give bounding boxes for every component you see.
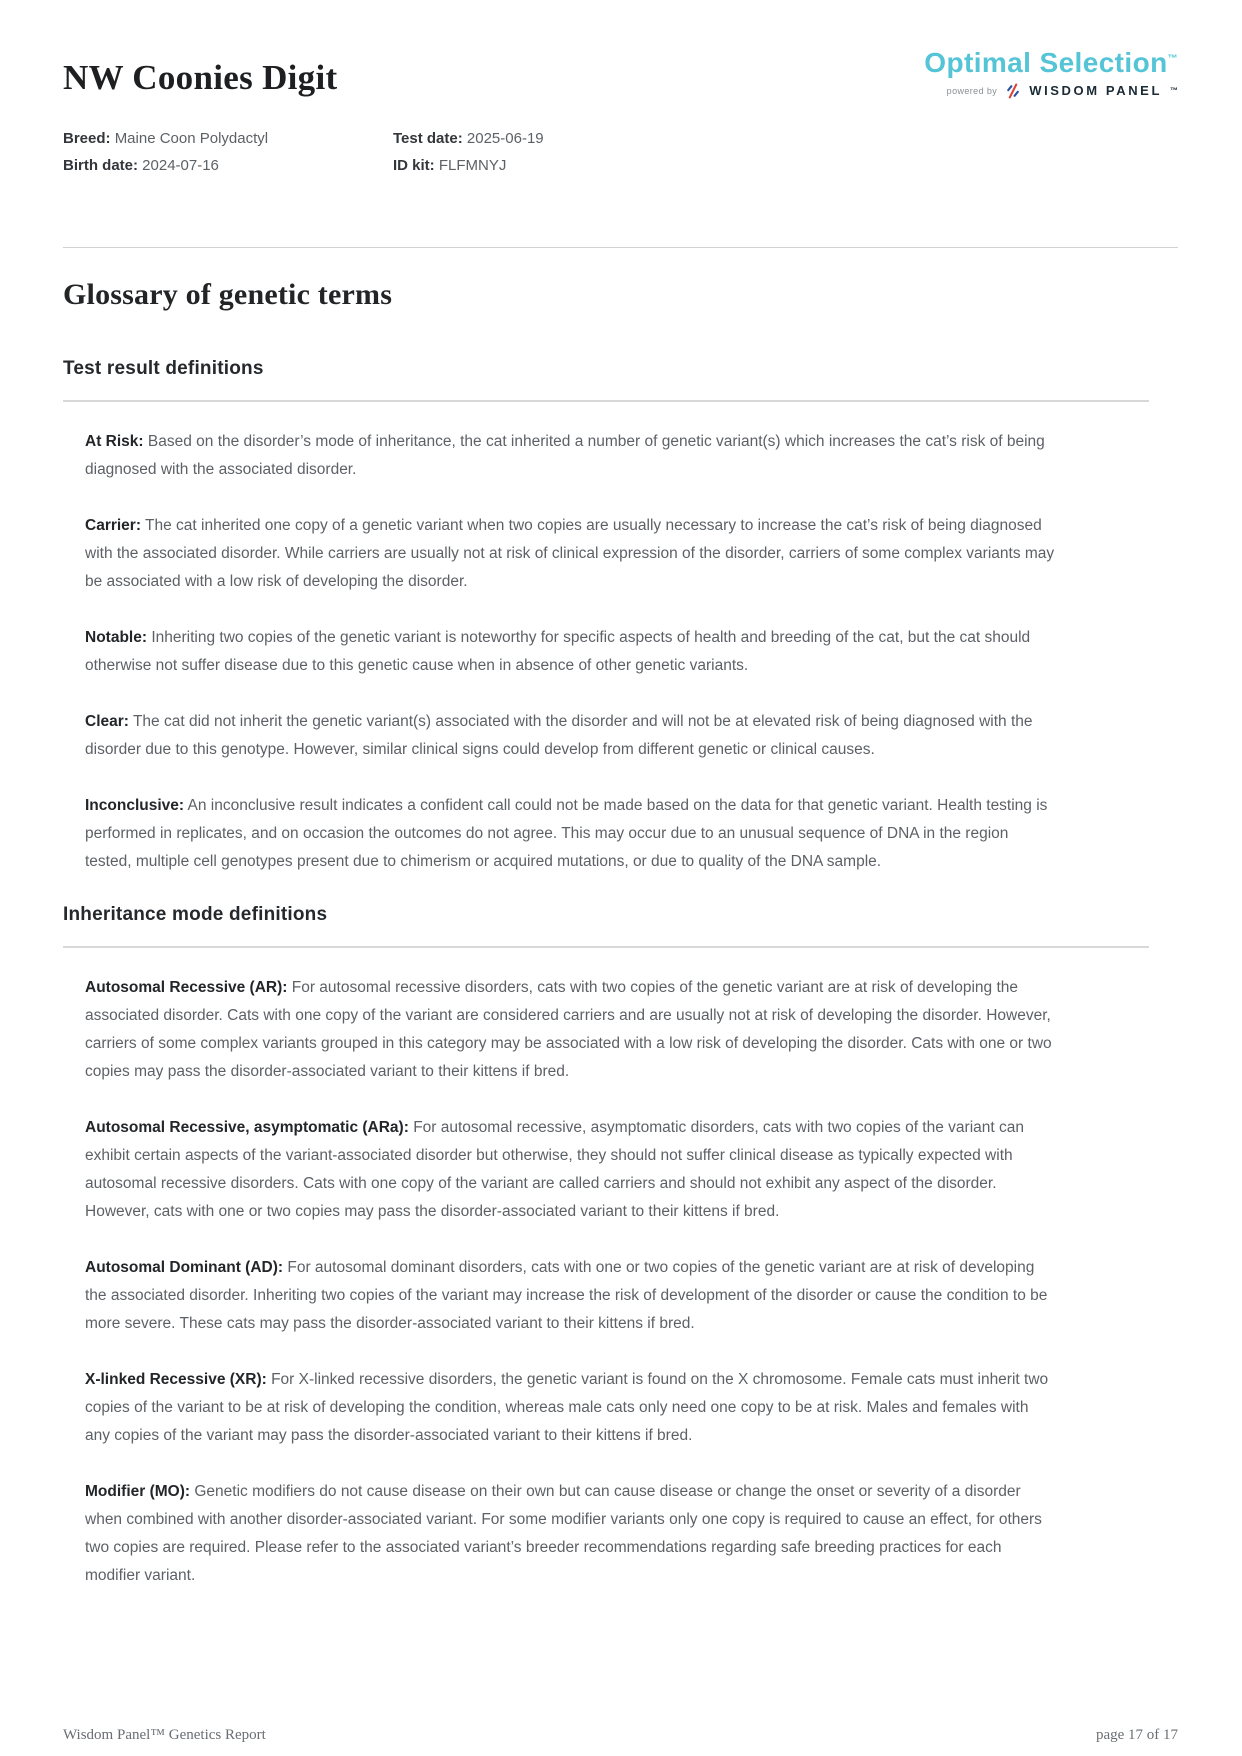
term-x-linked-recessive bbox=[85, 1366, 1056, 1450]
section-heading-inheritance-modes: Inheritance mode definitions bbox=[63, 903, 328, 925]
term-definition: Inheriting two copies of the genetic variant is noteworthy for specific aspects of health and breeding of the cat, but the cat should otherwise not suffer disease due to this genetic cause when in absence of other genetic variants. bbox=[85, 628, 1031, 674]
term-label: Autosomal Dominant (AD): bbox=[85, 1258, 284, 1276]
term-label: Carrier: bbox=[85, 516, 141, 534]
partner-name: WISDOM PANEL bbox=[1029, 83, 1162, 99]
partner-trademark: ™ bbox=[1170, 86, 1178, 96]
term-at-risk bbox=[85, 428, 1056, 484]
section-test-result-definitions bbox=[63, 358, 1178, 876]
page-footer bbox=[63, 1727, 1178, 1744]
pet-name: NW Coonies Digit bbox=[63, 58, 338, 97]
term-definition: For X-linked recessive disorders, the genetic variant is found on the X chromosome. Female cats must inherit two copies of the variant to be at risk of developing the condition, whereas male cats only need one copy to be at risk. Males and females with any copies of the variant may pass the disorder-associated variant to their kittens if bred. bbox=[85, 1370, 1049, 1444]
term-modifier bbox=[85, 1478, 1056, 1590]
id-kit-value: FLFMNYJ bbox=[438, 156, 507, 174]
term-list bbox=[63, 428, 1178, 876]
term-inconclusive bbox=[85, 792, 1056, 876]
powered-by-label: powered by bbox=[946, 85, 998, 96]
term-definition: The cat inherited one copy of a genetic variant when two copies are usually necessary to increase the cat’s risk of being diagnosed with the associated disorder. While carriers are usually not at risk of clinical expression of the disorder, carriers of some complex variants may be associated with a low risk of developing the disorder. bbox=[85, 516, 1055, 590]
pet-meta bbox=[63, 127, 1178, 177]
optimal-selection-logo bbox=[924, 48, 1178, 99]
term-autosomal-dominant bbox=[85, 1254, 1056, 1338]
term-label: Autosomal Recessive (AR): bbox=[85, 978, 288, 996]
term-definition: The cat did not inherit the genetic variant(s) associated with the disorder and will not be at elevated risk of being diagnosed with the disorder due to this genotype. However, similar clinical signs could develop from different genetic or clinical causes. bbox=[85, 712, 1033, 758]
term-clear bbox=[85, 708, 1056, 764]
section-rule bbox=[63, 400, 1149, 402]
breed-label: Breed: bbox=[63, 129, 111, 147]
meta-id-kit bbox=[393, 154, 1178, 177]
brand-trademark: ™ bbox=[1167, 53, 1178, 65]
brand-wordmark bbox=[924, 48, 1178, 79]
id-kit-label: ID kit: bbox=[393, 156, 435, 174]
birth-date-label: Birth date: bbox=[63, 156, 138, 174]
footer-page-number: page 17 of 17 bbox=[1095, 1727, 1178, 1743]
section-heading-test-results: Test result definitions bbox=[63, 357, 264, 379]
wisdom-panel-icon bbox=[1005, 83, 1021, 99]
term-definition: Genetic modifiers do not cause disease on their own but can cause disease or change the onset or severity of a disorder when combined with another disorder-associated variant. For some modifier variants only one copy is required to cause an effect, for others two copies are required. Please refer to the associated variant’s breeder recommendations regarding safe breeding practices for each modifier variant. bbox=[85, 1482, 1042, 1584]
term-definition: Based on the disorder’s mode of inheritance, the cat inherited a number of genetic variant(s) which increases the cat’s risk of being diagnosed with the associated disorder. bbox=[85, 432, 1045, 478]
term-label: Clear: bbox=[85, 712, 129, 730]
page-title: Glossary of genetic terms bbox=[63, 277, 393, 311]
term-carrier bbox=[85, 512, 1056, 596]
term-list bbox=[63, 974, 1178, 1590]
term-label: Autosomal Recessive, asymptomatic (ARa): bbox=[85, 1118, 409, 1136]
term-label: X-linked Recessive (XR): bbox=[85, 1370, 267, 1388]
term-definition: For autosomal recessive disorders, cats with two copies of the genetic variant are at risk of developing the associated disorder. Cats with one copy of the variant are considered carriers and are usually not at risk of developing the disorder. However, carriers of some complex variants grouped in this category may be associated with a low risk of developing the disorder. Cats with one or two copies may pass the disorder-associated variant to their kittens if bred. bbox=[85, 978, 1052, 1080]
birth-date-value: 2024-07-16 bbox=[142, 156, 219, 174]
section-inheritance-mode-definitions bbox=[63, 904, 1178, 1590]
term-definition: For autosomal recessive, asymptomatic disorders, cats with two copies of the variant can exhibit certain aspects of the variant-associated disorder but otherwise, they should not suffer clinical disease as typically expected with autosomal recessive disorders. Cats with one copy of the variant are called carriers and should not exhibit any aspect of the disorder. However, cats with one or two copies may pass the disorder-associated variant to their kittens if bred. bbox=[85, 1118, 1024, 1220]
meta-test-date bbox=[393, 127, 1178, 150]
test-date-value: 2025-06-19 bbox=[466, 129, 544, 147]
term-autosomal-recessive-asymptomatic bbox=[85, 1114, 1056, 1226]
header-divider bbox=[63, 247, 1178, 248]
term-label: Modifier (MO): bbox=[85, 1482, 191, 1500]
powered-by-line bbox=[924, 83, 1178, 99]
term-label: Inconclusive: bbox=[85, 796, 185, 814]
meta-breed bbox=[63, 127, 393, 150]
meta-birth-date bbox=[63, 154, 393, 177]
section-rule bbox=[63, 946, 1149, 948]
term-notable bbox=[85, 624, 1056, 680]
term-definition: An inconclusive result indicates a confident call could not be made based on the data for that genetic variant. Health testing is performed in replicates, and on occasion the outcomes do not agree. This may occur due to an unusual sequence of DNA in the region tested, multiple cell genotypes present due to chimerism or acquired mutations, or due to quality of the DNA sample. bbox=[85, 796, 1048, 870]
test-date-label: Test date: bbox=[393, 129, 463, 147]
header bbox=[63, 46, 1178, 99]
term-autosomal-recessive bbox=[85, 974, 1056, 1086]
footer-report-title: Wisdom Panel™ Genetics Report bbox=[63, 1727, 266, 1743]
breed-value: Maine Coon Polydactyl bbox=[114, 129, 269, 147]
term-label: At Risk: bbox=[85, 432, 144, 450]
term-label: Notable: bbox=[85, 628, 147, 646]
brand-name: Optimal Selection bbox=[924, 47, 1168, 78]
term-definition: For autosomal dominant disorders, cats with one or two copies of the genetic variant are at risk of developing the associated disorder. Inheriting two copies of the variant may increase the risk of development of the disorder or cause the condition to be more severe. These cats may pass the disorder-associated variant to their kittens if bred. bbox=[85, 1258, 1048, 1332]
